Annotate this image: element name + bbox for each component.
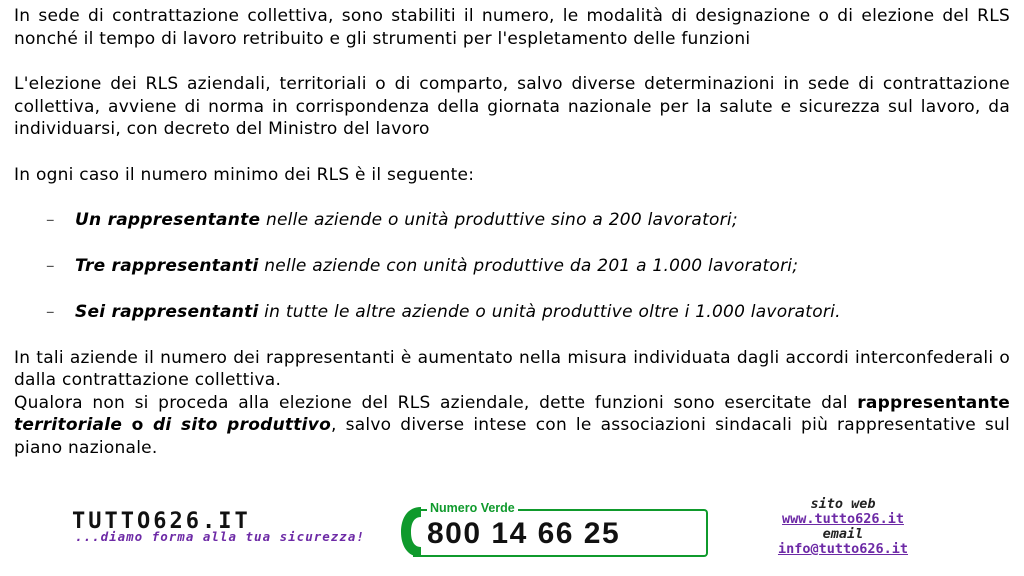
bold-text: rappresentante xyxy=(857,392,1010,413)
text-span: Qualora non si proceda alla elezione del RLS aziendale, dette funzioni sono esercitate dal xyxy=(14,392,858,413)
logo-tagline: ...diamo forma alla tua sicurezza! xyxy=(75,529,365,544)
paragraph-aumento: In tali aziende il numero dei rappresentanti è aumentato nella misura individuata dagli accordi interconfederali o dalla contrattazione collettiva. xyxy=(14,347,1010,390)
bullet-bold: Sei rappresentanti xyxy=(75,302,259,322)
bullet-bold: Un rappresentante xyxy=(75,210,261,230)
email-label: email xyxy=(822,526,864,542)
slide-body xyxy=(14,5,1010,459)
bullet-text: nelle aziende con unità produttive da 201 a 1.000 lavoratori; xyxy=(258,256,799,276)
site-label: sito web xyxy=(810,496,876,512)
paragraph-rappresentante-territoriale xyxy=(14,392,1010,460)
bold-italic-text: di sito produttivo xyxy=(152,415,332,435)
numero-verde-number: 800 14 66 25 xyxy=(427,517,621,550)
bold-text: o xyxy=(122,415,153,435)
email-link[interactable]: info@tutto626.it xyxy=(777,541,909,557)
logo-title: TUTTO626.IT xyxy=(72,509,251,534)
contact-block xyxy=(740,497,946,557)
footer-banner xyxy=(0,495,1024,576)
list-item xyxy=(14,255,1010,278)
paragraph-elezione: L'elezione dei RLS aziendali, territoriali o di comparto, salvo diverse determinazioni in sede di contrattazione collettiva, avviene di norma in corrispondenza della giornata nazionale per la salute e sicurezza sul lavoro, da individuarsi, con decreto del Ministro del lavoro xyxy=(14,74,1010,139)
numero-verde-label: Numero Verde xyxy=(427,501,518,515)
list-item xyxy=(14,301,1010,324)
list-item xyxy=(14,209,1010,232)
numero-verde-box xyxy=(397,501,710,559)
dash-bullet: – xyxy=(46,302,55,322)
bullet-text: in tutte le altre aziende o unità produttive oltre i 1.000 lavoratori. xyxy=(258,302,841,322)
bold-italic-text: territoriale xyxy=(14,415,123,435)
rls-count-list xyxy=(14,209,1010,324)
paragraph-numero-minimo: In ogni caso il numero minimo dei RLS è il seguente: xyxy=(14,164,475,185)
bullet-bold: Tre rappresentanti xyxy=(75,256,259,276)
text-span: , salvo diverse intese con le associazioni sindacali più rappresentative sul piano nazionale. xyxy=(14,415,1010,458)
dash-bullet: – xyxy=(46,256,55,276)
phone-handset-icon xyxy=(397,505,425,559)
paragraph-contrattazione: In sede di contrattazione collettiva, sono stabiliti il numero, le modalità di designazione o di elezione del RLS nonché il tempo di lavoro retribuito e gli strumenti per l'espletamento delle funzioni xyxy=(14,6,1010,49)
site-link[interactable]: www.tutto626.it xyxy=(782,511,904,527)
dash-bullet: – xyxy=(46,210,55,230)
bullet-text: nelle aziende o unità produttive sino a 200 lavoratori; xyxy=(260,210,738,230)
